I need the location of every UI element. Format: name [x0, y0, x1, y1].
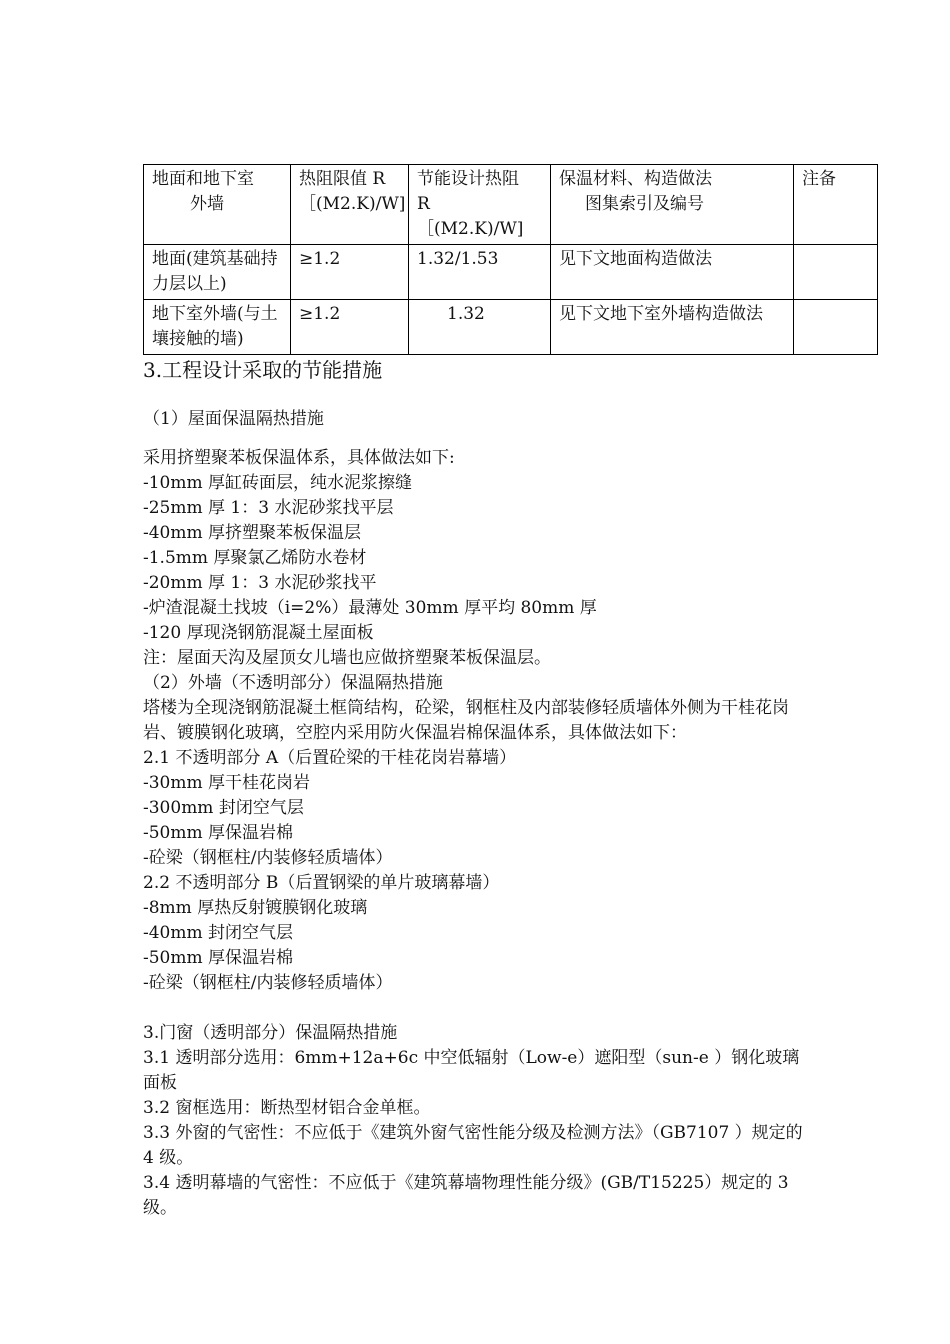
header-cell-method: [551, 165, 794, 245]
roof-layer: -1.5mm 厚聚氯乙烯防水卷材: [143, 548, 367, 568]
wall-a-title: 2.1 不透明部分 A（后置砼梁的干桂花岗岩幕墙）: [143, 748, 517, 768]
window-item: 3.2 窗框选用：断热型材铝合金单框。: [143, 1098, 431, 1118]
header-text: 图集索引及编号: [585, 194, 704, 214]
cell-note: [794, 300, 878, 355]
header-text: R: [417, 194, 430, 214]
cell-location: 地下室外墙(与土壤接触的墙): [144, 300, 291, 355]
header-text: 注备: [802, 169, 836, 189]
header-text: 地面和地下室: [152, 169, 254, 189]
table-row: [144, 300, 878, 355]
wall-a-layer: -砼梁（钢框柱/内装修轻质墙体）: [143, 848, 393, 868]
cell-limit: ≥1.2: [291, 245, 409, 300]
header-cell-location: [144, 165, 291, 245]
cell-method: 见下文地下室外墙构造做法: [551, 300, 794, 355]
cell-note: [794, 245, 878, 300]
paragraph-gap: [143, 996, 813, 1021]
header-text: 保温材料、构造做法: [559, 169, 712, 189]
table-row: [144, 245, 878, 300]
header-text: ［(M2.K)/W]: [299, 194, 406, 214]
roof-note: 注：屋面天沟及屋顶女儿墙也应做挤塑聚苯板保温层。: [143, 648, 551, 668]
window-item: 3.3 外窗的气密性：不应低于《建筑外窗气密性能分级及检测方法》（GB7107 ）规定的 4 级。: [143, 1123, 803, 1168]
table-header-row: [144, 165, 878, 245]
wall-intro: 塔楼为全现浇钢筋混凝土框筒结构，砼梁，钢框柱及内部装修轻质墙体外侧为干桂花岗岩、镀膜钢化玻璃，空腔内采用防火保温岩棉保温体系，具体做法如下：: [143, 698, 789, 743]
header-text: 外墙: [190, 194, 224, 214]
cell-location: 地面(建筑基础持力层以上): [144, 245, 291, 300]
wall-b-layer: -40mm 封闭空气层: [143, 923, 294, 943]
cell-design: 1.32/1.53: [409, 245, 551, 300]
roof-layer: -25mm 厚 1：3 水泥砂浆找平层: [143, 498, 394, 518]
window-item: 3.4 透明幕墙的气密性：不应低于《建筑幕墙物理性能分级》(GB/T15225）规定的 3 级。: [143, 1173, 789, 1218]
roof-layer: -40mm 厚挤塑聚苯板保温层: [143, 523, 362, 543]
main-body: [143, 446, 813, 1221]
section-title: 3.工程设计采取的节能措施: [143, 358, 383, 382]
cell-limit: ≥1.2: [291, 300, 409, 355]
roof-layer: -20mm 厚 1：3 水泥砂浆找平: [143, 573, 377, 593]
header-text: ［(M2.K)/W]: [417, 219, 524, 239]
roof-layer: -120 厚现浇钢筋混凝土屋面板: [143, 623, 374, 643]
thermal-resistance-table: [143, 164, 878, 355]
wall-b-layer: -砼梁（钢框柱/内装修轻质墙体）: [143, 973, 393, 993]
wall-a-layer: -50mm 厚保温岩棉: [143, 823, 294, 843]
header-text: 节能设计热阻: [417, 169, 519, 189]
roof-layer: -炉渣混凝土找坡（i=2%）最薄处 30mm 厚平均 80mm 厚: [143, 598, 597, 618]
subsection-roof-title: （1）屋面保温隔热措施: [143, 409, 324, 429]
wall-a-layer: -30mm 厚干桂花岗岩: [143, 773, 311, 793]
header-cell-note: [794, 165, 878, 245]
cell-design: 1.32: [409, 300, 551, 355]
wall-b-title: 2.2 不透明部分 B（后置钢梁的单片玻璃幕墙）: [143, 873, 500, 893]
header-cell-limit: [291, 165, 409, 245]
window-item: 3.1 透明部分选用：6mm+12a+6c 中空低辐射（Low-e）遮阳型（sun-e ）钢化玻璃面板: [143, 1048, 800, 1093]
roof-layer: -10mm 厚缸砖面层，纯水泥浆擦缝: [143, 473, 413, 493]
wall-b-layer: -8mm 厚热反射镀膜钢化玻璃: [143, 898, 368, 918]
header-text: 热阻限值 R: [299, 169, 386, 189]
cell-method: 见下文地面构造做法: [551, 245, 794, 300]
roof-intro: 采用挤塑聚苯板保温体系，具体做法如下:: [143, 448, 455, 468]
wall-b-layer: -50mm 厚保温岩棉: [143, 948, 294, 968]
header-cell-design: [409, 165, 551, 245]
window-title: 3.门窗（透明部分）保温隔热措施: [143, 1023, 398, 1043]
wall-title: （2）外墙（不透明部分）保温隔热措施: [143, 673, 443, 693]
wall-a-layer: -300mm 封闭空气层: [143, 798, 304, 818]
